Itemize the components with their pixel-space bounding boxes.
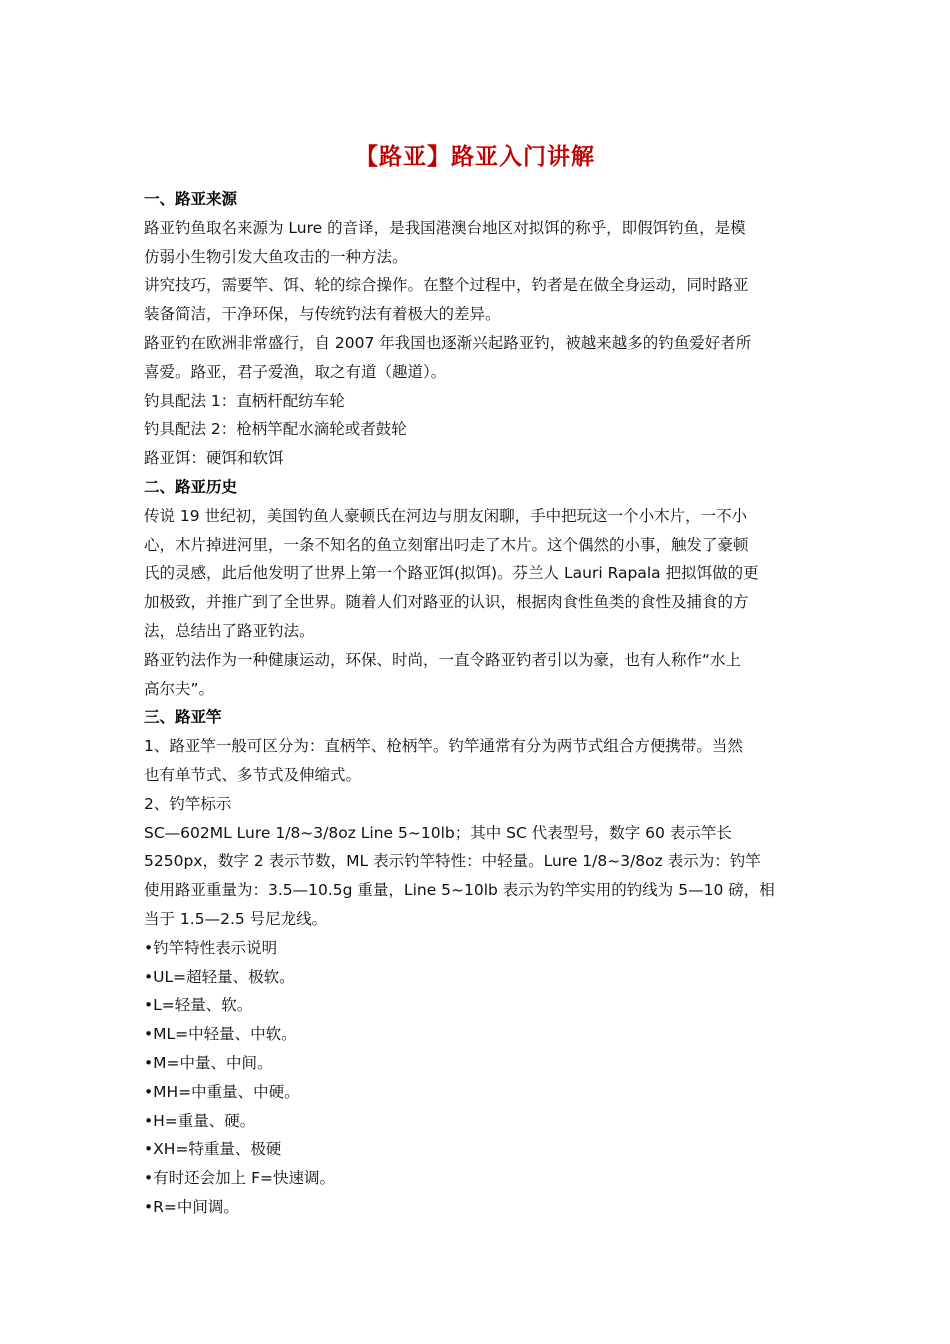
paragraph-line: 钓具配法 1：直柄杆配纺车轮 [144, 391, 345, 410]
section-heading-history: 二、路亚历史 [144, 477, 238, 496]
paragraph-line: 法，总结出了路亚钓法。 [144, 621, 315, 640]
paragraph-line: 路亚饵：硬饵和软饵 [144, 449, 284, 468]
paragraph-line: 讲究技巧，需要竿、饵、轮的综合操作。在整个过程中，钓者是在做全身运动，同时路亚 [144, 276, 749, 295]
list-item: •钓竿特性表示说明 [144, 938, 278, 957]
list-item: •XH=特重量、极硬 [144, 1140, 282, 1159]
paragraph-line: 路亚钓鱼取名来源为 Lure 的音译，是我国港澳台地区对拟饵的称乎，即假饵钓鱼，是模 [144, 218, 746, 237]
list-item: •H=重量、硬。 [144, 1111, 256, 1130]
paragraph-line: 加极致，并推广到了全世界。随着人们对路亚的认识，根据肉食性鱼类的食性及捕食的方 [144, 593, 749, 612]
list-item: •R=中间调。 [144, 1197, 239, 1216]
paragraph-line: 钓具配法 2：枪柄竿配水滴轮或者鼓轮 [144, 420, 407, 439]
list-item: •M=中量、中间。 [144, 1053, 273, 1072]
paragraph-line: 装备简洁，干净环保，与传统钓法有着极大的差异。 [144, 305, 501, 324]
paragraph-line: 路亚钓在欧洲非常盛行，自 2007 年我国也逐渐兴起路亚钓，被越来越多的钓鱼爱好者所 [144, 333, 752, 352]
paragraph-line: 高尔夫”。 [144, 679, 215, 698]
list-item: •L=轻量、软。 [144, 996, 253, 1015]
document-title: 【路亚】路亚入门讲解 [355, 144, 595, 170]
paragraph-line: 心，木片掉进河里，一条不知名的鱼立刻窜出叼走了木片。这个偶然的小事，触发了豪顿 [144, 535, 749, 554]
paragraph-line: 5250px，数字 2 表示节数，ML 表示钓竿特性：中轻量。Lure 1/8~3/8oz 表示为：钓竿 [144, 852, 761, 871]
document-body [144, 185, 812, 1222]
paragraph-line: 路亚钓法作为一种健康运动，环保、时尚，一直令路亚钓者引以为豪，也有人称作“水上 [144, 650, 742, 669]
paragraph-line: 氏的灵感，此后他发明了世界上第一个路亚饵(拟饵)。芬兰人 Lauri Rapala 把拟饵做的更 [144, 564, 759, 583]
paragraph-line: 仿弱小生物引发大鱼攻击的一种方法。 [144, 247, 408, 266]
paragraph-line: 喜爱。路亚，君子爱渔，取之有道（趣道）。 [144, 362, 447, 381]
section-heading-origin: 一、路亚来源 [144, 190, 238, 208]
list-item: •UL=超轻量、极软。 [144, 967, 295, 986]
list-item: •MH=中重量、中硬。 [144, 1082, 300, 1101]
paragraph-line: 当于 1.5—2.5 号尼龙线。 [144, 909, 328, 928]
paragraph-line: 也有单节式、多节式及伸缩式。 [144, 765, 362, 784]
section-heading-rod: 三、路亚竿 [144, 708, 222, 727]
paragraph-line: SC—602ML Lure 1/8~3/8oz Line 5~10lb；其中 SC 代表型号，数字 60 表示竿长 [144, 823, 732, 842]
paragraph-line: 传说 19 世纪初，美国钓鱼人豪顿氏在河边与朋友闲聊，手中把玩这一个小木片，一不小 [144, 506, 748, 525]
list-item: •ML=中轻量、中软。 [144, 1025, 297, 1044]
list-item: •有时还会加上 F=快速调。 [144, 1169, 335, 1188]
paragraph-line: 1、路亚竿一般可区分为：直柄竿、枪柄竿。钓竿通常有分为两节式组合方便携带。当然 [144, 737, 743, 756]
paragraph-line: 使用路亚重量为：3.5—10.5g 重量，Line 5~10lb 表示为钓竿实用的钓线为 5—10 磅，相 [144, 881, 775, 900]
paragraph-line: 2、钓竿标示 [144, 794, 232, 813]
